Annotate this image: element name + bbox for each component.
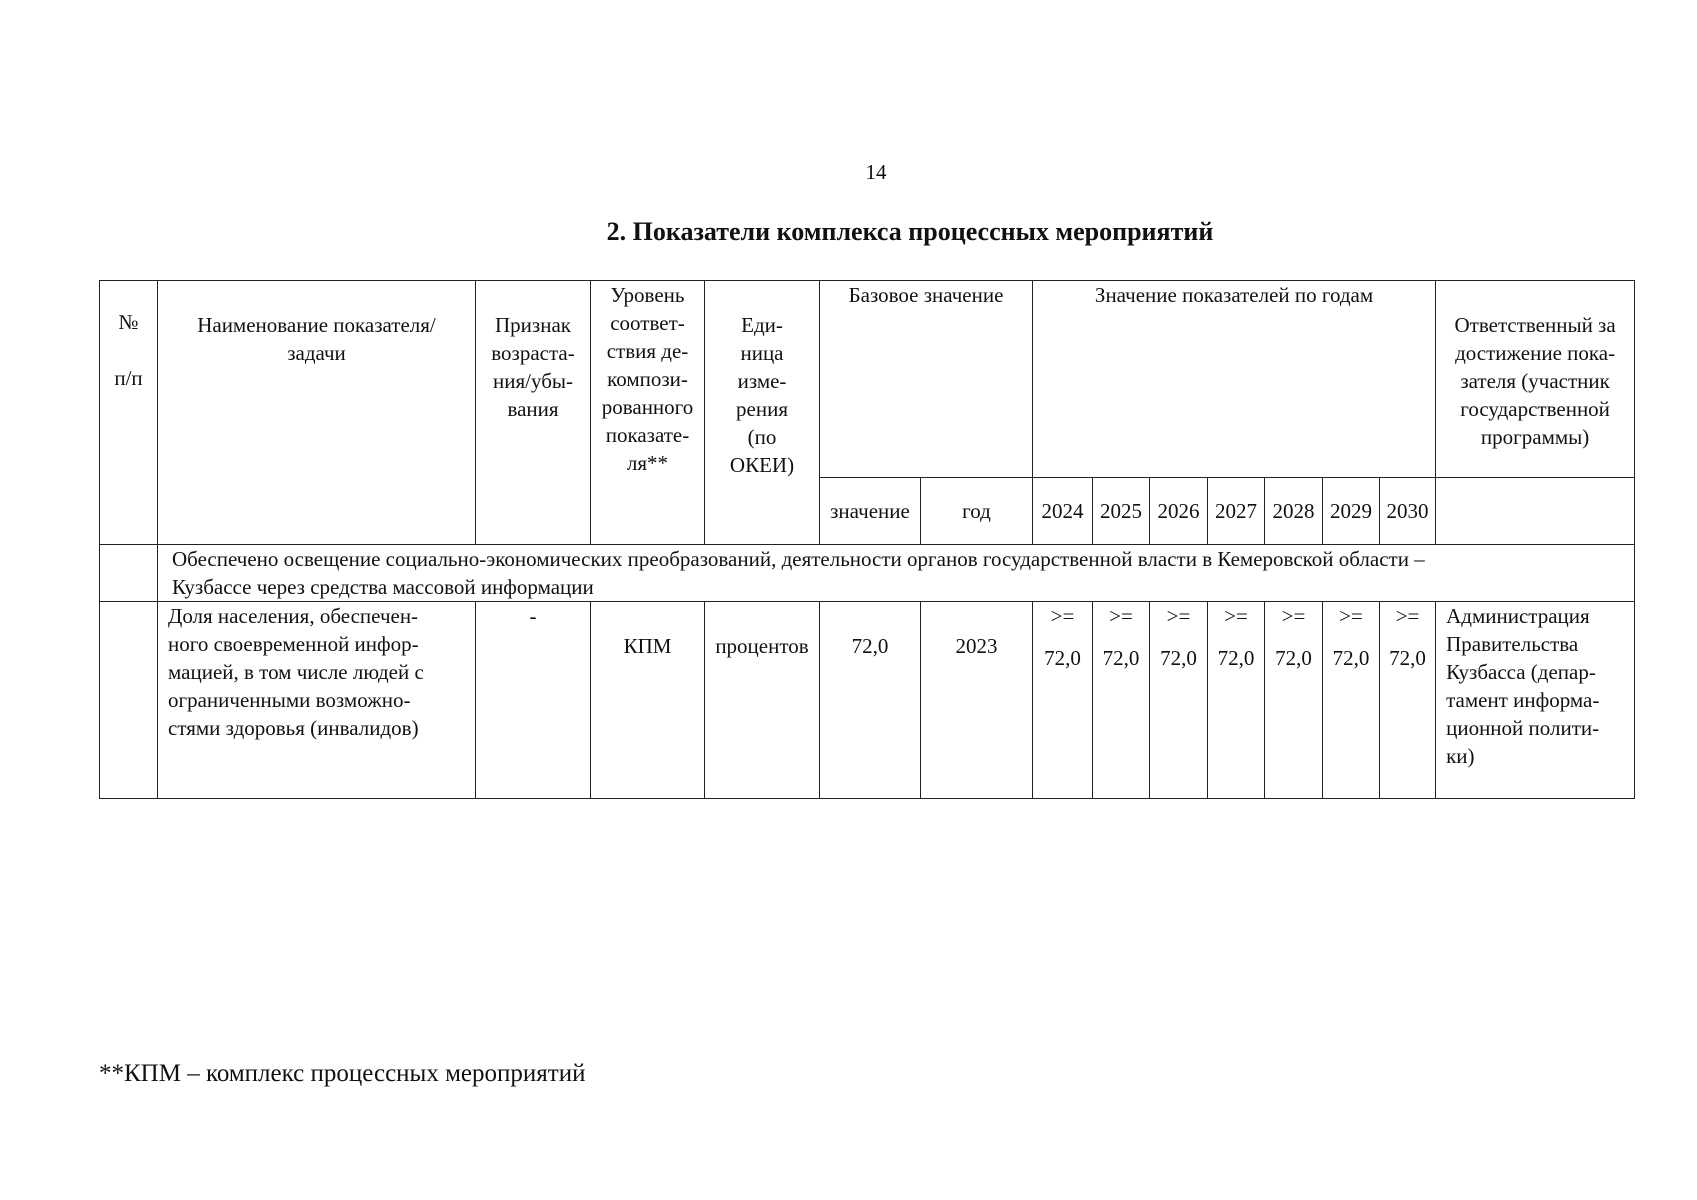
header-year: 2027 [1208,478,1265,545]
header-year: 2026 [1150,478,1208,545]
indicators-table [99,280,1635,799]
header-year: 2028 [1265,478,1323,545]
header-row [100,281,1635,478]
operator-ge: >= [1166,604,1191,628]
header-year: 2030 [1380,478,1436,545]
operator-ge: >= [1339,604,1363,628]
operator-ge: >= [1395,604,1420,628]
row-year-value [1323,602,1380,799]
row-unit: процентов [705,602,820,799]
page-number: 14 [865,160,887,184]
row-level: КПМ [591,602,705,799]
operator-ge: >= [1224,604,1248,628]
year-value: 72,0 [1275,646,1312,670]
row-sign: - [476,602,591,799]
row-indicator-name: Доля населения, обеспечен- ного своевременной инфор- мацией, в том числе людей с ограниченными возможно- стями здоровья (инвалидов) [158,602,476,799]
row-year-value [1093,602,1150,799]
goal-text: Обеспечено освещение социально-экономических преобразований, деятельности органов государственной власти в Кемеровской области – Кузбассе через средства массовой информации [158,545,1635,602]
row-base-value: 72,0 [820,602,921,799]
section-title: 2. Показатели комплекса процессных мероприятий [606,217,1214,246]
header-responsible-empty [1436,478,1635,545]
operator-ge: >= [1281,604,1306,628]
header-level: Уровень соответ- ствия де- компози- рованного показате- ля** [591,281,705,545]
footnote: **КПМ – комплекс процессных мероприятий [99,1060,586,1087]
row-year-value [1150,602,1208,799]
header-unit: Еди- ница изме- рения (по ОКЕИ) [705,281,820,545]
table-row [100,602,1635,799]
year-value: 72,0 [1044,646,1081,670]
header-responsible: Ответственный за достижение пока- зателя (участник государственной программы) [1436,281,1635,478]
row-year-value [1380,602,1436,799]
header-year: 2025 [1093,478,1150,545]
header-base-year: год [921,478,1033,545]
operator-ge: >= [1109,604,1133,628]
year-value: 72,0 [1102,646,1140,670]
header-year: 2024 [1033,478,1093,545]
year-value: 72,0 [1160,646,1197,670]
row-number [100,602,158,799]
goal-row [100,545,1635,602]
header-years-group: Значение показателей по годам [1033,281,1436,478]
row-year-value [1265,602,1323,799]
year-value: 72,0 [1332,646,1370,670]
operator-ge: >= [1050,604,1075,628]
row-year-value [1208,602,1265,799]
row-year-value [1033,602,1093,799]
row-base-year: 2023 [921,602,1033,799]
header-sign: Признак возраста- ния/убы- вания [476,281,591,545]
year-value: 72,0 [1217,646,1255,670]
header-year: 2029 [1323,478,1380,545]
header-base: Базовое значение [820,281,1033,478]
row-responsible: Администрация Правительства Кузбасса (депар- тамент информа- ционной полити- ки) [1436,602,1635,799]
header-base-value: значение [820,478,921,545]
goal-number-cell [100,545,158,602]
header-name: Наименование показателя/ задачи [158,281,476,545]
header-number: № п/п [100,281,158,545]
year-value: 72,0 [1389,646,1426,670]
